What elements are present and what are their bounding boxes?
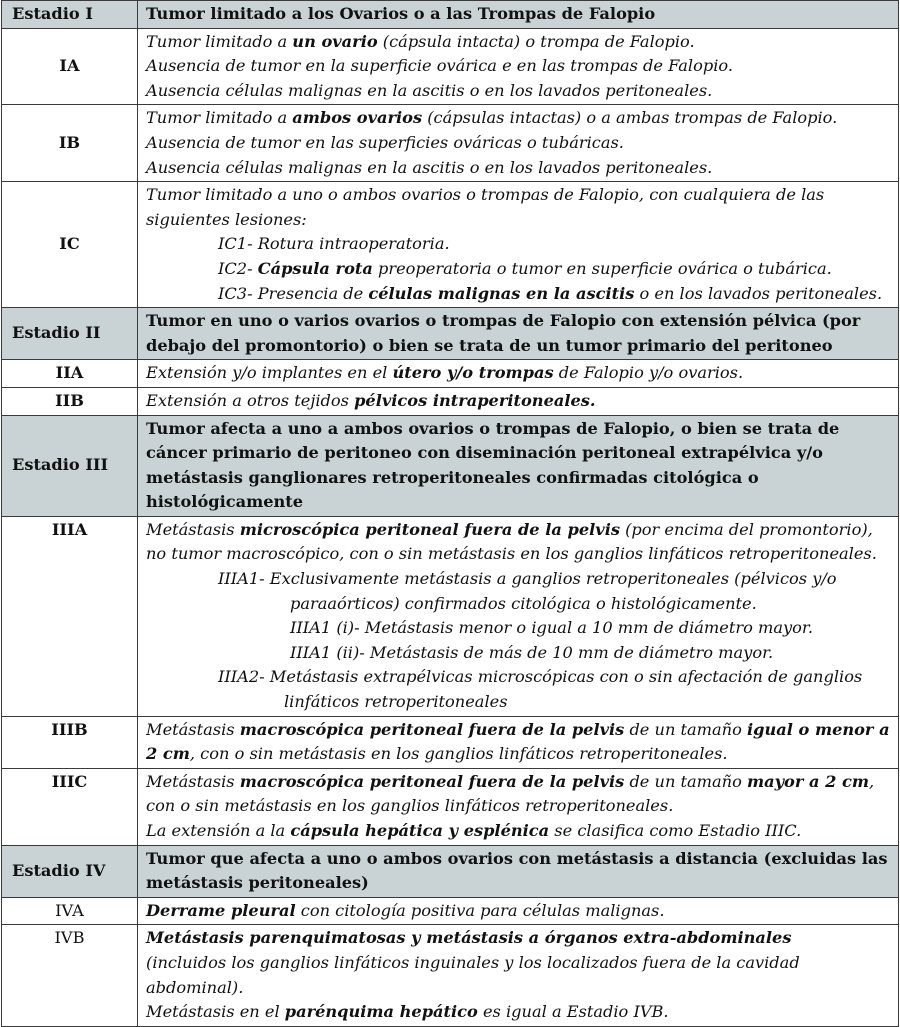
stage-ia-row — [2, 28, 899, 105]
stage-iva-row — [2, 897, 899, 925]
figo-staging-table — [1, 0, 899, 1027]
stage-iiic-label: IIIC — [2, 768, 138, 845]
stage-iiib-label: IIIB — [2, 716, 138, 768]
stage-iv-header-row — [2, 845, 899, 897]
stage-iv-label: Estadio IV — [2, 845, 138, 897]
stage-iiic-description: Metástasis macroscópica peritoneal fuera de la pelvis de un tamaño mayor a 2 cm, con o sin metástasis en los ganglios linfáticos retroperitoneales. La extensión a la cápsula hepática y esplénica se clasifica como Estadio IIIC. — [138, 768, 899, 845]
stage-iii-label: Estadio III — [2, 415, 138, 516]
stage-iiia-description: Metástasis microscópica peritoneal fuera de la pelvis (por encima del promontorio), no tumor macroscópico, con o sin metástasis en los ganglios linfáticos retroperitoneales. IIIA1- Exclusivamente metástasis a ganglios retroperitoneales (pélvicos y/o paraaórticos) confirmados citológica o histológicamente. IIIA1 (i)- Metástasis menor o igual a 10 mm de diámetro mayor. IIIA1 (ii)- Metástasis de más de 10 mm de diámetro mayor. IIIA2- Metástasis extrapélvicas microscópicas con o sin afectación de ganglios linfáticos retroperitoneales — [138, 516, 899, 716]
stage-iib-row — [2, 387, 899, 415]
stage-ivb-row — [2, 925, 899, 1026]
stage-ivb-description: Metástasis parenquimatosas y metástasis a órganos extra-abdominales (incluidos los ganglios linfáticos inguinales y los localizados fuera de la cavidad abdominal). Metástasis en el parénquima hepático es igual a Estadio IVB. — [138, 925, 899, 1026]
stage-iia-row — [2, 360, 899, 388]
stage-iva-description: Derrame pleural con citología positiva para células malignas. — [138, 897, 899, 925]
stage-iv-header: Tumor que afecta a uno o ambos ovarios con metástasis a distancia (excluidas las metástasis peritoneales) — [138, 845, 899, 897]
stage-iib-label: IIB — [2, 387, 138, 415]
stage-ia-label: IA — [2, 28, 138, 105]
stage-ic-label: IC — [2, 182, 138, 308]
stage-iii-header-row — [2, 415, 899, 516]
stage-iia-label: IIA — [2, 360, 138, 388]
stage-ib-description: Tumor limitado a ambos ovarios (cápsulas intactas) o a ambas trompas de Falopio. Ausencia de tumor en las superficies ováricas o tubáricas. Ausencia células malignas en la ascitis o en los lavados peritoneales. — [138, 105, 899, 182]
stage-i-label: Estadio I — [2, 1, 138, 29]
stage-i-header-row — [2, 1, 899, 29]
stage-i-header: Tumor limitado a los Ovarios o a las Trompas de Falopio — [138, 1, 899, 29]
stage-iii-header: Tumor afecta a uno a ambos ovarios o trompas de Falopio, o bien se trata de cáncer primario de peritoneo con diseminación peritoneal extrapélvica y/o metástasis ganglionares retroperitoneales confirmadas citológica o histológicamente — [138, 415, 899, 516]
stage-iiia-label: IIIA — [2, 516, 138, 716]
stage-ivb-label: IVB — [2, 925, 138, 1026]
stage-ib-label: IB — [2, 105, 138, 182]
stage-iiia-row — [2, 516, 899, 716]
stage-ii-label: Estadio II — [2, 308, 138, 360]
stage-iiib-description: Metástasis macroscópica peritoneal fuera de la pelvis de un tamaño igual o menor a 2 cm, con o sin metástasis en los ganglios linfáticos retroperitoneales. — [138, 716, 899, 768]
stage-ib-row — [2, 105, 899, 182]
stage-iia-description: Extensión y/o implantes en el útero y/o trompas de Falopio y/o ovarios. — [138, 360, 899, 388]
stage-ii-header-row — [2, 308, 899, 360]
stage-iiic-row — [2, 768, 899, 845]
stage-ia-description: Tumor limitado a un ovario (cápsula intacta) o trompa de Falopio. Ausencia de tumor en la superficie ovárica e en las trompas de Falopio. Ausencia células malignas en la ascitis o en los lavados peritoneales. — [138, 28, 899, 105]
stage-iib-description: Extensión a otros tejidos pélvicos intraperitoneales. — [138, 387, 899, 415]
stage-iiib-row — [2, 716, 899, 768]
stage-ic-description: Tumor limitado a uno o ambos ovarios o trompas de Falopio, con cualquiera de las siguientes lesiones: IC1- Rotura intraoperatoria. IC2- Cápsula rota preoperatoria o tumor en superficie ovárica o tubárica. IC3- Presencia de células malignas en la ascitis o en los lavados peritoneales. — [138, 182, 899, 308]
stage-ii-header: Tumor en uno o varios ovarios o trompas de Falopio con extensión pélvica (por debajo del promontorio) o bien se trata de un tumor primario del peritoneo — [138, 308, 899, 360]
stage-ic-row — [2, 182, 899, 308]
stage-iva-label: IVA — [2, 897, 138, 925]
